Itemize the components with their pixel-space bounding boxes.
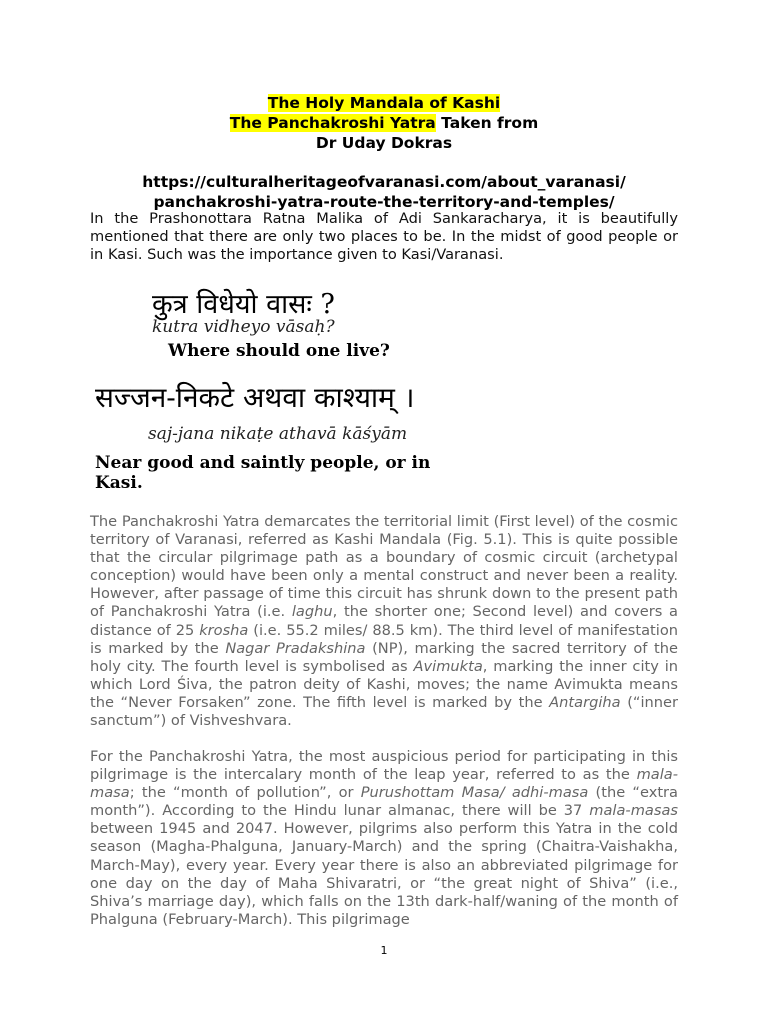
intro-paragraph: In the Prashonottara Ratna Malika of Adi Sankaracharya, it is beautifully mentioned that there are only two places to be. In the midst of good people or in Kasi. Such was the importance given to Kasi/Varanasi. (90, 210, 678, 264)
body-paragraph-1: The Panchakroshi Yatra demarcates the territorial limit (First level) of the cosmic territory of Varanasi, referred as Kashi Mandala (Fig. 5.1). This is quite possible that the circular pilgrimage path as a boundary of cosmic circuit (archetypal conception) would have been only a mental construct and never been a reality. However, after passage of time this circuit has shrunk down to the present path of Panchakroshi Yatra (i.e. laghu, the shorter one; Second level) and covers a distance of 25 krosha (i.e. 55.2 miles/ 88.5 km). The third level of manifestation is marked by the Nagar Pradakshina (NP), marking the sacred territory of the holy city. The fourth level is symbolised as Avimukta, marking the inner city in which Lord Śiva, the patron deity of Kashi, moves; the name Avimukta means the “Never Forsaken” zone. The fifth level is marked by the Antargiha (“inner sanctum”) of Vishveshvara. (90, 513, 679, 730)
quote-devanagari-1: कुत्र विधेयो वासः ? (152, 289, 335, 320)
quote-english-2: Near good and saintly people, or in Kasi. (95, 453, 431, 493)
source-url (90, 172, 678, 212)
quote-transliteration-2: saj-jana nikaṭe athavā kāśyām (148, 424, 408, 444)
url-line-1: https://culturalheritageofvaranasi.com/about_varanasi/ (142, 173, 626, 191)
title-line-2-rest: Taken from (435, 114, 539, 132)
page-number: 1 (380, 944, 388, 957)
title-line-2-highlight: The Panchakroshi Yatra (229, 114, 436, 132)
url-line-2: panchakroshi-yatra-route-the-territory-and-temples/ (153, 193, 615, 211)
title-line-1: The Holy Mandala of Kashi (267, 94, 501, 112)
document-title (90, 93, 678, 153)
body-paragraph-2: For the Panchakroshi Yatra, the most auspicious period for participating in this pilgrimage is the intercalary month of the leap year, referred to as the mala-masa; the “month of pollution”, or Purushottam Masa/ adhi-masa (the “extra month”). According to the Hindu lunar almanac, there will be 37 mala-masas between 1945 and 2047. However, pilgrims also perform this Yatra in the cold season (Magha-Phalguna, January-March) and the spring (Chaitra-Vaishakha, March-May), every year. Every year there is also an abbreviated pilgrimage for one day on the day of Maha Shivaratri, or “the great night of Shiva” (i.e., Shiva’s marriage day), which falls on the 13th dark-half/waning of the month of Phalguna (February-March). This pilgrimage (90, 748, 678, 928)
quote-transliteration-1: kutra vidheyo vāsaḥ? (152, 317, 335, 337)
sanskrit-quote-figure (90, 280, 460, 493)
title-author: Dr Uday Dokras (315, 134, 453, 152)
quote-devanagari-2: सज्जन-निकटे अथवा काश्याम् । (95, 381, 415, 414)
quote-english-1: Where should one live? (168, 341, 390, 361)
